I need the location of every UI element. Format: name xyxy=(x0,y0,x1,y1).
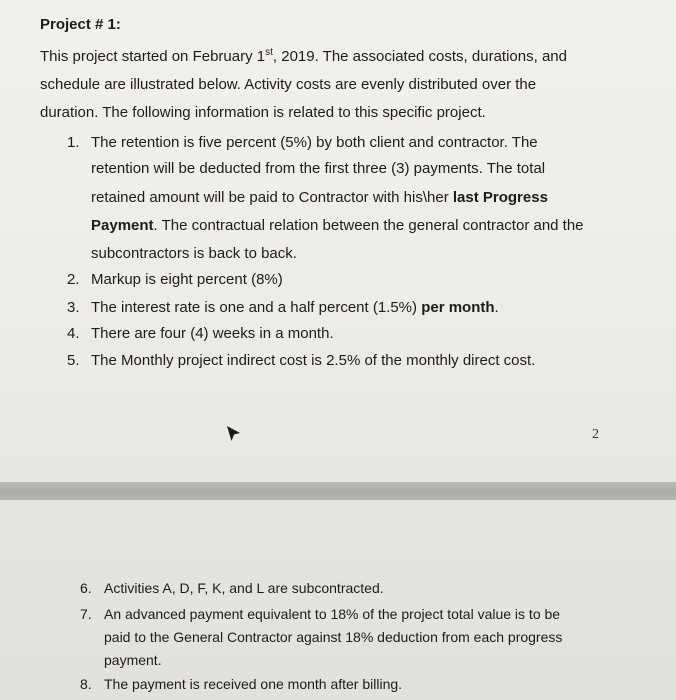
list-item-1-line-4: Payment. The contractual relation between the general contractor and the xyxy=(91,217,584,234)
list-item-number: 7. xyxy=(80,606,92,622)
list-item-3: The interest rate is one and a half percent (1.5%) per month. xyxy=(91,299,499,316)
list-item-5: The Monthly project indirect cost is 2.5% of the monthly direct cost. xyxy=(91,352,536,369)
page-number: 2 xyxy=(592,427,599,442)
list-item-number: 2. xyxy=(67,271,80,288)
intro-line-2: schedule are illustrated below. Activity costs are evenly distributed over the xyxy=(40,76,537,93)
list-item-7-line-1: An advanced payment equivalent to 18% of the project total value is to be xyxy=(104,606,561,622)
list-item-number: 1. xyxy=(67,134,80,151)
list-item-number: 6. xyxy=(80,580,92,596)
list-item-4: There are four (4) weeks in a month. xyxy=(91,325,334,342)
project-title: Project # 1: xyxy=(40,16,121,33)
list-item-8: The payment is received one month after billing. xyxy=(104,676,403,692)
list-item-2: Markup is eight percent (8%) xyxy=(91,271,283,288)
list-item-7-line-2: paid to the General Contractor against 18% deduction from each progress xyxy=(104,629,563,645)
document-page-2 xyxy=(0,500,676,700)
list-item-7-line-3: payment. xyxy=(104,652,162,668)
list-item-6: Activities A, D, F, K, and L are subcontracted. xyxy=(104,580,384,596)
list-item-1-line-3: retained amount will be paid to Contractor with his\her last Progress xyxy=(91,189,548,206)
intro-line-1: This project started on February 1st, 2019. The associated costs, durations, and xyxy=(40,47,567,65)
mouse-pointer-icon xyxy=(226,425,242,443)
list-item-1-line-1: The retention is five percent (5%) by both client and contractor. The xyxy=(91,134,538,151)
list-item-1-line-2: retention will be deducted from the first three (3) payments. The total xyxy=(91,160,546,177)
list-item-number: 3. xyxy=(67,299,80,316)
page-separator xyxy=(0,482,676,500)
list-item-number: 8. xyxy=(80,676,92,692)
list-item-number: 5. xyxy=(67,352,80,369)
list-item-1-line-5: subcontractors is back to back. xyxy=(91,245,297,262)
intro-line-3: duration. The following information is related to this specific project. xyxy=(40,104,486,121)
list-item-number: 4. xyxy=(67,325,80,342)
